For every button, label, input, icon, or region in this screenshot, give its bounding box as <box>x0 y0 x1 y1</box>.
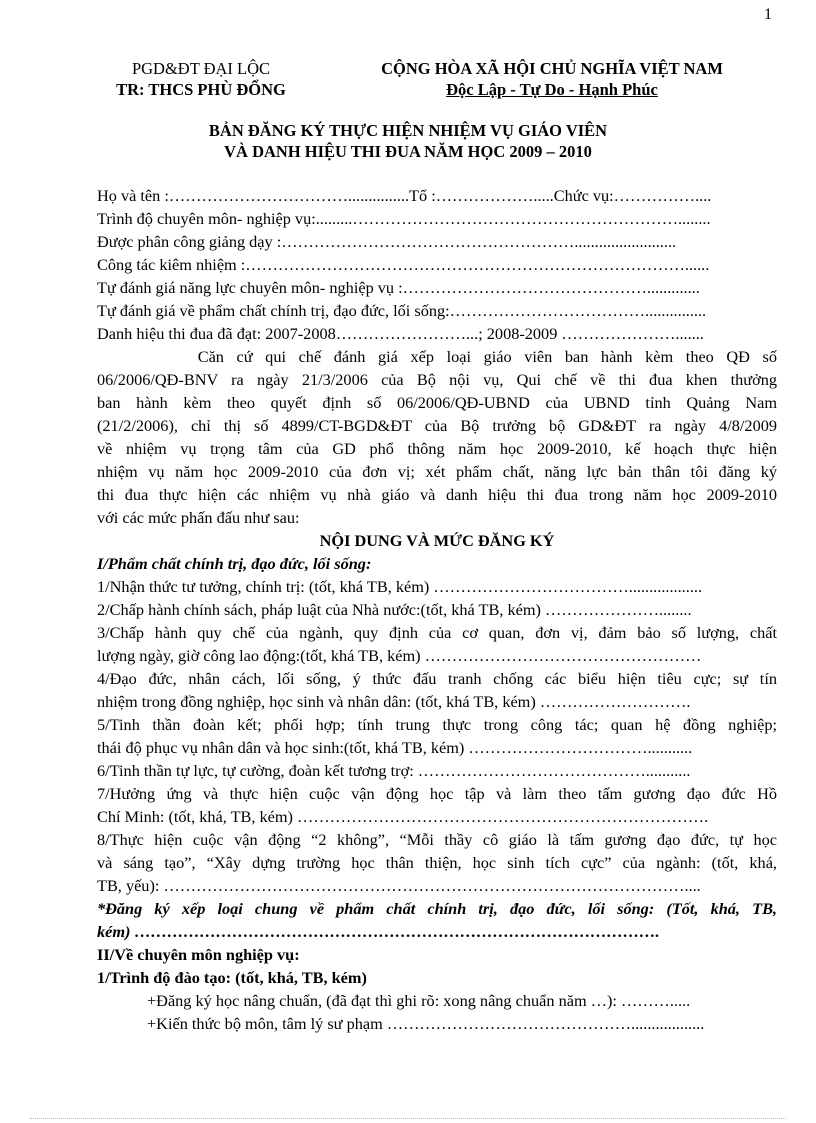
fill-line-item: 1/Nhận thức tư tưởng, chính trị: (tốt, khá TB, kém) ……………………………….................. <box>97 577 703 596</box>
section-heading: NỘI DUNG VÀ MỨC ĐĂNG KÝ <box>319 531 555 550</box>
fill-line-item: và sáng tạo”, “Xây dựng trường học thân thiện, học sinh tích cực” của ngành: (tốt, khá, <box>97 853 777 872</box>
form-body <box>97 184 777 1035</box>
overall-rating-line: *Đăng ký xếp loại chung về phẩm chất chính trị, đạo đức, lối sống: (Tốt, khá, TB, <box>97 899 777 918</box>
fill-line-item: TB, yếu): …………………………………………………………………………………….... <box>97 876 701 895</box>
section-heading-professional: II/Về chuyên môn nghiệp vụ: <box>97 945 300 964</box>
department-name: PGD&ĐT ĐẠI LỘC <box>131 59 271 78</box>
section-heading-ethics: I/Phẩm chất chính trị, đạo đức, lối sống: <box>97 554 372 573</box>
page-bottom-rule <box>30 1118 786 1119</box>
title-line-1: BẢN ĐĂNG KÝ THỰC HIỆN NHIỆM VỤ GIÁO VIÊN <box>208 121 608 140</box>
paragraph-line: với các mức phấn đấu như sau: <box>97 508 300 527</box>
paragraph-line: ban hành kèm theo quyết định số 06/2006/QĐ-UBND của UBND tỉnh Quảng Nam <box>97 393 777 412</box>
paragraph-line: về nhiệm vụ trọng tâm của GD phổ thông năm học 2009-2010, kế hoạch thực hiện <box>97 439 777 458</box>
document-title <box>96 120 720 162</box>
nation-name: CỘNG HÒA XÃ HỘI CHỦ NGHĨA VIỆT NAM <box>381 59 723 78</box>
paragraph-line: (21/2/2006), chỉ thị số 4899/CT-BGD&ĐT của Bộ trưởng bộ GD&ĐT ra ngày 4/8/2009 <box>97 416 777 435</box>
paragraph-line: thi đua thực hiện các nhiệm vụ nhà giáo và danh hiệu thi đua trong năm học 2009-2010 <box>97 485 777 504</box>
fill-line-item: 5/Tinh thần đoàn kết; phối hợp; tính trung thực trong công tác; quan hệ đồng nghiệp; <box>97 715 777 734</box>
page-number: 1 <box>764 6 772 23</box>
fill-line-assignment: Được phân công giảng dạy :………………………………………………......................... <box>97 232 677 251</box>
fill-line-item: 2/Chấp hành chính sách, pháp luật của Nhà nước:(tốt, khá TB, kém) …………………........ <box>97 600 692 619</box>
fill-line-item: 3/Chấp hành quy chế của ngành, quy định của cơ quan, đơn vị, đảm bảo số lượng, chất <box>97 623 777 642</box>
fill-line-name: Họ và tên :……………………………...............Tổ :……………….....Chức vụ:…………….... <box>97 186 712 205</box>
fill-line-item: 4/Đạo đức, nhân cách, lối sống, ý thức đấu tranh chống các biểu hiện tiêu cực; sự tín <box>97 669 777 688</box>
fill-line-item: thái độ phục vụ nhân dân và học sinh:(tốt, khá TB, kém) ……………………………........... <box>97 738 693 757</box>
fill-line-extra-duty: Công tác kiêm nhiệm :………………………………………………………………………...... <box>97 255 710 274</box>
national-motto: Độc Lập - Tự Do - Hạnh Phúc <box>446 80 658 99</box>
title-line-2: VÀ DANH HIỆU THI ĐUA NĂM HỌC 2009 – 2010 <box>224 142 592 161</box>
fill-line-subitem: +Đăng ký học nâng chuẩn, (đã đạt thì ghi rõ: xong nâng chuẩn năm …): ………..... <box>147 991 691 1010</box>
overall-rating-line: kém) ……………………………………………………………………………………. <box>97 922 660 941</box>
fill-line-item: Chí Minh: (tốt, khá, TB, kém) …………………………………………………………………. <box>97 807 709 826</box>
paragraph-line: Căn cứ qui chế đánh giá xếp loại giáo viên ban hành kèm theo QĐ số <box>97 347 777 366</box>
fill-line-self-assessment-skill: Tự đánh giá năng lực chuyên môn- nghiệp vụ :………………………………………............. <box>97 278 700 297</box>
fill-line-item: 8/Thực hiện cuộc vận động “2 không”, “Mỗi thầy cô giáo là tấm gương đạo đức, tự học <box>97 830 777 849</box>
paragraph-line: nhiệm vụ năm học 2009-2010 của đơn vị; xét phẩm chất, năng lực bản thân tôi đăng ký <box>97 462 777 481</box>
fill-line-subitem: +Kiến thức bộ môn, tâm lý sư phạm ……………………………………….................. <box>147 1014 705 1033</box>
fill-line-past-titles: Danh hiệu thi đua đã đạt: 2007-2008……………………...; 2008-2009 …………………....... <box>97 324 704 343</box>
fill-line-item: 7/Hưởng ứng và thực hiện cuộc vận động học tập và làm theo tấm gương đạo đức Hồ <box>97 784 777 803</box>
issuer-block <box>94 58 308 100</box>
paragraph-line: 06/2006/QĐ-BNV ra ngày 21/3/2006 của Bộ nội vụ, Qui chế về thi đua khen thưởng <box>97 370 777 389</box>
fill-line-item: lượng ngày, giờ công lao động:(tốt, khá TB, kém) …………………………………………… <box>97 646 702 665</box>
fill-line-item: nhiệm trong đồng nghiệp, học sinh và nhân dân: (tốt, khá TB, kém) ………………………. <box>97 692 691 711</box>
subsection-heading-training: 1/Trình độ đào tạo: (tốt, khá, TB, kém) <box>97 968 367 987</box>
fill-line-qualification: Trình độ chuyên môn- nghiệp vụ:.........……………………………………………………........ <box>97 209 711 228</box>
fill-line-item: 6/Tinh thần tự lực, tự cường, đoàn kết tương trợ: ……………………………………........... <box>97 761 691 780</box>
fill-line-self-assessment-ethics: Tự đánh giá về phẩm chất chính trị, đạo đức, lối sống:………………………………............... <box>97 301 707 320</box>
national-header <box>346 58 758 100</box>
school-name: TR: THCS PHÙ ĐỔNG <box>116 80 286 99</box>
